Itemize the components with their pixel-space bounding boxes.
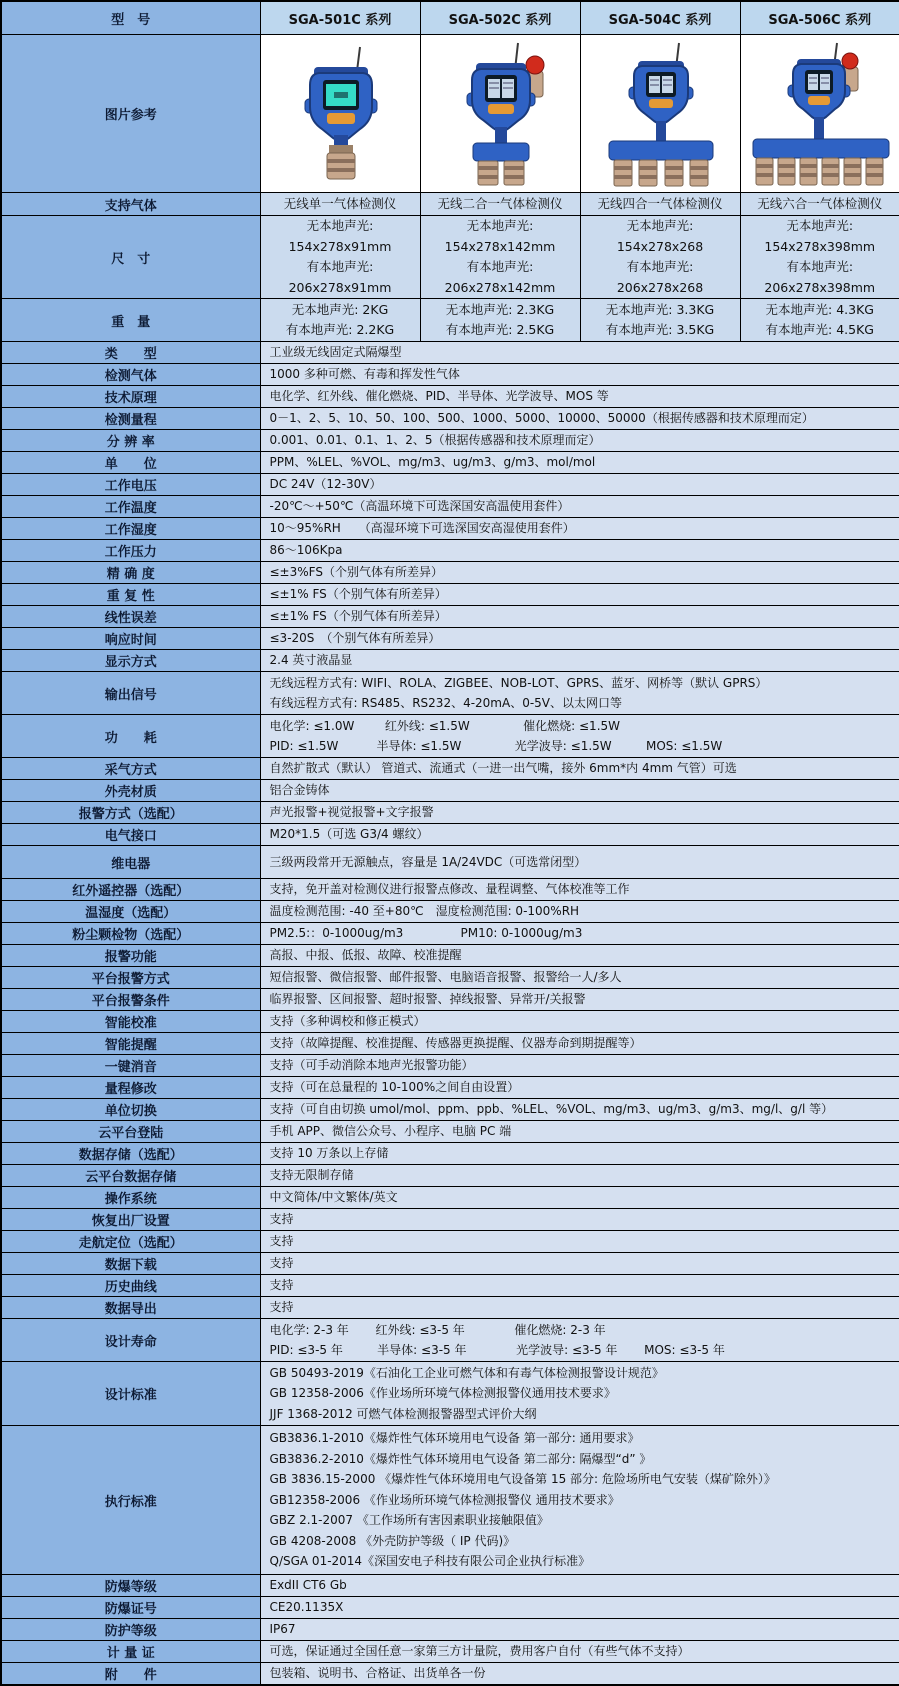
spec-value: 电化学: ≤1.0W 红外线: ≤1.5W 催化燃烧: ≤1.5W PID: ≤1.5W 半导体: ≤1.5W 光学波导: ≤1.5W MOS: ≤1.5W: [260, 715, 899, 758]
spec-value: 支持（可自由切换 umol/mol、ppm、ppb、%LEL、%VOL、mg/m3、ug/m3、g/m3、mg/l、g/l 等）: [260, 1099, 899, 1121]
supported-gas-row: [1, 193, 899, 216]
sensor-head: [327, 145, 355, 179]
spec-value: GB 50493-2019《石油化工企业可燃气体和有毒气体检测报警设计规范》 GB 12358-2006《作业场所环境气体检测报警仪通用技术要求》 JJF 1368-2012 可燃气体检测报警器型式评价大纲: [260, 1362, 899, 1426]
spec-label: 附 件: [1, 1663, 260, 1686]
model-name-sga-501c: SGA-501C 系列: [260, 1, 420, 35]
spec-label: 分 辨 率: [1, 430, 260, 452]
spec-value: 可选，保证通过全国任意一家第三方计量院，费用客户自付（有些气体不支持）: [260, 1641, 899, 1663]
spec-row-voltage: [1, 474, 899, 496]
spec-row-os: [1, 1187, 899, 1209]
spec-row-output-signal: [1, 672, 899, 715]
spec-value: 声光报警+视觉报警+文字报警: [260, 802, 899, 824]
spec-label: 响应时间: [1, 628, 260, 650]
product-image-sga-502c: [420, 35, 580, 193]
spec-value: ≤±1% FS（个别气体有所差异）: [260, 584, 899, 606]
spec-value: 支持: [260, 1231, 899, 1253]
spec-value: 中文简体/中文繁体/英文: [260, 1187, 899, 1209]
spec-value: 临界报警、区间报警、超时报警、掉线报警、异常开/关报警: [260, 989, 899, 1011]
spec-value: ≤±1% FS（个别气体有所差异）: [260, 606, 899, 628]
spec-row-history-curve: [1, 1275, 899, 1297]
spec-value: 支持: [260, 1253, 899, 1275]
spec-value: 铝合金铸体: [260, 780, 899, 802]
size-506c: 无本地声光: 154x278x398mm 有本地声光: 206x278x398mm: [740, 216, 899, 299]
size-502c: 无本地声光: 154x278x142mm 有本地声光: 206x278x142mm: [420, 216, 580, 299]
model-name-sga-502c: SGA-502C 系列: [420, 1, 580, 35]
spec-value: ExdII CT6 Gb: [260, 1575, 899, 1597]
spec-label: 工作温度: [1, 496, 260, 518]
spec-row-data-export: [1, 1297, 899, 1319]
keypad: [327, 113, 355, 124]
spec-row-smart-calibration: [1, 1011, 899, 1033]
spec-row-display: [1, 650, 899, 672]
spec-row-technology: [1, 386, 899, 408]
keypad: [488, 104, 514, 114]
spec-value: 86～106Kpa: [260, 540, 899, 562]
supported-gas-502c: 无线二合一气体检测仪: [420, 193, 580, 216]
spec-label: 功 耗: [1, 715, 260, 758]
spec-label: 检测气体: [1, 364, 260, 386]
spec-value: 2.4 英寸液晶显: [260, 650, 899, 672]
spec-label: 采气方式: [1, 758, 260, 780]
spec-row-unit-switch: [1, 1099, 899, 1121]
spec-row-data-download: [1, 1253, 899, 1275]
model-header-label: 型 号: [1, 1, 260, 35]
spec-label: 量程修改: [1, 1077, 260, 1099]
spec-row-mute-button: [1, 1055, 899, 1077]
spec-row-humidity: [1, 518, 899, 540]
image-row-label: 图片参考: [1, 35, 260, 193]
model-header-row: [1, 1, 899, 35]
spec-row-temp-humidity-option: [1, 901, 899, 923]
spec-row-metrology-cert: [1, 1641, 899, 1663]
spec-label: 单 位: [1, 452, 260, 474]
model-name-sga-506c: SGA-506C 系列: [740, 1, 899, 35]
spec-label: 工作电压: [1, 474, 260, 496]
spec-row-platform-alarm-mode: [1, 967, 899, 989]
spec-label: 计 量 证: [1, 1641, 260, 1663]
spec-row-sampling: [1, 758, 899, 780]
spec-value: 工业级无线固定式隔爆型: [260, 342, 899, 364]
size-row: [1, 216, 899, 299]
spec-row-relay: [1, 846, 899, 879]
spec-row-linearity: [1, 606, 899, 628]
spec-value: 10～95%RH （高湿环境下可选深国安高湿使用套件）: [260, 518, 899, 540]
spec-row-cloud-login: [1, 1121, 899, 1143]
spec-row-type: [1, 342, 899, 364]
spec-row-alarm-function: [1, 945, 899, 967]
spec-row-detected-gas: [1, 364, 899, 386]
spec-row-accuracy: [1, 562, 899, 584]
keypad: [808, 96, 830, 105]
spec-label: 平台报警条件: [1, 989, 260, 1011]
detector-illustration-6-sensor: [741, 35, 899, 192]
weight-504c: 无本地声光: 3.3KG 有本地声光: 3.5KG: [580, 299, 740, 342]
spec-row-design-standard: [1, 1362, 899, 1426]
spec-label: 云平台数据存储: [1, 1165, 260, 1187]
spec-label: 执行标准: [1, 1426, 260, 1575]
spec-row-cloud-storage: [1, 1165, 899, 1187]
spec-value: PM2.5:：0-1000ug/m3 PM10: 0-1000ug/m3: [260, 923, 899, 945]
spec-row-execution-standard: [1, 1426, 899, 1575]
spec-label: 设计寿命: [1, 1319, 260, 1362]
spec-value: 无线远程方式有: WIFI、ROLA、ZIGBEE、NOB-LOT、GPRS、蓝牙、网桥等（默认 GPRS） 有线远程方式有: RS485、RS232、4-20mA、0-5V、以太网口等: [260, 672, 899, 715]
spec-value: 温度检测范围: -40 至+80℃ 湿度检测范围: 0-100%RH: [260, 901, 899, 923]
supported-gas-504c: 无线四合一气体检测仪: [580, 193, 740, 216]
manifold: [753, 139, 889, 158]
spec-row-accessories: [1, 1663, 899, 1686]
product-image-sga-506c: [740, 35, 899, 193]
weight-label: 重 量: [1, 299, 260, 342]
spec-label: 外壳材质: [1, 780, 260, 802]
spec-label: 智能提醒: [1, 1033, 260, 1055]
spec-value: GB3836.1-2010《爆炸性气体环境用电气设备 第一部分: 通用要求》 GB3836.2-2010《爆炸性气体环境用电气设备 第二部分: 隔爆型“d” 》 GB 3836.15-2000 《爆炸性气体环境用电气设备第 15 部分: 危险场所电气安装（煤矿除外）》 GB12358-2006 《作业场所环境气体检测报警仪 通用技术要求》 GBZ 2.1-2007 《工作场所有害因素职业接触限值》 GB 4208-2008 《外壳防护等级（ IP 代码)》 Q/SGA 01-2014《深国安电子科技有限公司企业执行标准》: [260, 1426, 899, 1575]
detector-illustration-2-sensor: [421, 35, 581, 192]
spec-label: 操作系统: [1, 1187, 260, 1209]
spec-label: 走航定位（选配）: [1, 1231, 260, 1253]
product-image-row: [1, 35, 899, 193]
weight-501c: 无本地声光: 2KG 有本地声光: 2.2KG: [260, 299, 420, 342]
supported-gas-506c: 无线六合一气体检测仪: [740, 193, 899, 216]
spec-label: 线性误差: [1, 606, 260, 628]
spec-value: 高报、中报、低报、故障、校准提醒: [260, 945, 899, 967]
spec-row-design-life: [1, 1319, 899, 1362]
spec-row-power-consumption: [1, 715, 899, 758]
spec-row-platform-alarm-condition: [1, 989, 899, 1011]
sensor-head: [756, 158, 883, 185]
spec-row-explosion-proof-cert: [1, 1597, 899, 1619]
spec-value: 0.001、0.01、0.1、1、2、5（根据传感器和技术原理而定）: [260, 430, 899, 452]
spec-row-unit: [1, 452, 899, 474]
spec-value: 电化学、红外线、催化燃烧、PID、半导体、光学波导、MOS 等: [260, 386, 899, 408]
spec-label: 防爆等级: [1, 1575, 260, 1597]
sensor-head: [614, 160, 708, 186]
spec-row-range-modification: [1, 1077, 899, 1099]
spec-label: 单位切换: [1, 1099, 260, 1121]
supported-gas-501c: 无线单一气体检测仪: [260, 193, 420, 216]
manifold: [609, 141, 713, 160]
spec-label: 输出信号: [1, 672, 260, 715]
spec-value: 支持: [260, 1275, 899, 1297]
spec-label: 恢复出厂设置: [1, 1209, 260, 1231]
spec-label: 云平台登陆: [1, 1121, 260, 1143]
spec-label: 工作湿度: [1, 518, 260, 540]
supported-gas-label: 支持气体: [1, 193, 260, 216]
spec-row-electrical-interface: [1, 824, 899, 846]
spec-row-response-time: [1, 628, 899, 650]
spec-label: 数据导出: [1, 1297, 260, 1319]
spec-value: 自然扩散式（默认） 管道式、流通式（一进一出气嘴，接外 6mm*内 4mm 气管）可选: [260, 758, 899, 780]
spec-value: -20℃～+50℃（高温环境下可选深国安高温使用套件）: [260, 496, 899, 518]
product-image-sga-504c: [580, 35, 740, 193]
spec-label: 检测量程: [1, 408, 260, 430]
spec-value: 0－1、2、5、10、50、100、500、1000、5000、10000、50000（根据传感器和技术原理而定）: [260, 408, 899, 430]
spec-label: 一键消音: [1, 1055, 260, 1077]
spec-row-explosion-proof-grade: [1, 1575, 899, 1597]
spec-label: 报警功能: [1, 945, 260, 967]
spec-label: 技术原理: [1, 386, 260, 408]
size-label: 尺 寸: [1, 216, 260, 299]
spec-row-temperature: [1, 496, 899, 518]
spec-value: ≤±3%FS（个别气体有所差异）: [260, 562, 899, 584]
spec-value: 支持 10 万条以上存储: [260, 1143, 899, 1165]
spec-label: 红外遥控器（选配）: [1, 879, 260, 901]
spec-value: PPM、%LEL、%VOL、mg/m3、ug/m3、g/m3、mol/mol: [260, 452, 899, 474]
model-name-sga-504c: SGA-504C 系列: [580, 1, 740, 35]
spec-row-data-storage: [1, 1143, 899, 1165]
spec-row-range: [1, 408, 899, 430]
spec-value: 支持无限制存储: [260, 1165, 899, 1187]
product-image-sga-501c: [260, 35, 420, 193]
spec-label: 数据下载: [1, 1253, 260, 1275]
keypad: [649, 99, 673, 108]
spec-label: 防护等级: [1, 1619, 260, 1641]
spec-value: 支持，免开盖对检测仪进行报警点修改、量程调整、气体校准等工作: [260, 879, 899, 901]
spec-value: 1000 多种可燃、有毒和挥发性气体: [260, 364, 899, 386]
spec-value: DC 24V（12-30V）: [260, 474, 899, 496]
spec-label: 工作压力: [1, 540, 260, 562]
spec-value: 手机 APP、微信公众号、小程序、电脑 PC 端: [260, 1121, 899, 1143]
spec-value: 支持（可在总量程的 10-100%之间自由设置）: [260, 1077, 899, 1099]
spec-value: CE20.1135X: [260, 1597, 899, 1619]
spec-row-pressure: [1, 540, 899, 562]
spec-value: 三级两段常开无源触点，容量是 1A/24VDC（可选常闭型）: [260, 846, 899, 879]
spec-label: 温湿度（选配）: [1, 901, 260, 923]
spec-label: 防爆证号: [1, 1597, 260, 1619]
spec-label: 历史曲线: [1, 1275, 260, 1297]
spec-value: 支持: [260, 1297, 899, 1319]
spec-value: ≤3-20S （个别气体有所差异）: [260, 628, 899, 650]
spec-value: M20*1.5（可选 G3/4 螺纹）: [260, 824, 899, 846]
spec-label: 维电器: [1, 846, 260, 879]
weight-506c: 无本地声光: 4.3KG 有本地声光: 4.5KG: [740, 299, 899, 342]
spec-label: 重 复 性: [1, 584, 260, 606]
spec-label: 粉尘颗检物（选配）: [1, 923, 260, 945]
spec-row-housing: [1, 780, 899, 802]
spec-label: 报警方式（选配）: [1, 802, 260, 824]
spec-label: 类 型: [1, 342, 260, 364]
spec-row-smart-reminder: [1, 1033, 899, 1055]
weight-row: [1, 299, 899, 342]
spec-row-protection-grade: [1, 1619, 899, 1641]
size-504c: 无本地声光: 154x278x268 有本地声光: 206x278x268: [580, 216, 740, 299]
spec-row-factory-reset: [1, 1209, 899, 1231]
spec-value: 电化学: 2-3 年 红外线: ≤3-5 年 催化燃烧: 2-3 年 PID: ≤3-5 年 半导体: ≤3-5 年 光学波导: ≤3-5 年 MOS: ≤3-5 年: [260, 1319, 899, 1362]
spec-label: 数据存储（选配）: [1, 1143, 260, 1165]
spec-value: 支持（可手动消除本地声光报警功能）: [260, 1055, 899, 1077]
spec-row-alarm-mode: [1, 802, 899, 824]
spec-label: 电气接口: [1, 824, 260, 846]
spec-row-repeatability: [1, 584, 899, 606]
spec-label: 设计标准: [1, 1362, 260, 1426]
spec-label: 精 确 度: [1, 562, 260, 584]
spec-row-gps: [1, 1231, 899, 1253]
weight-502c: 无本地声光: 2.3KG 有本地声光: 2.5KG: [420, 299, 580, 342]
spec-row-resolution: [1, 430, 899, 452]
spec-value: IP67: [260, 1619, 899, 1641]
spec-row-ir-remote: [1, 879, 899, 901]
spec-label: 智能校准: [1, 1011, 260, 1033]
manifold: [473, 143, 529, 161]
spec-value: 支持: [260, 1209, 899, 1231]
spec-value: 支持（故障提醒、校准提醒、传感器更换提醒、仪器寿命到期提醒等）: [260, 1033, 899, 1055]
sensor-head: [478, 161, 524, 185]
spec-label: 平台报警方式: [1, 967, 260, 989]
detector-illustration-1-sensor: [261, 35, 421, 192]
spec-value: 支持（多种调校和修正模式）: [260, 1011, 899, 1033]
spec-label: 显示方式: [1, 650, 260, 672]
spec-value: 短信报警、微信报警、邮件报警、电脑语音报警、报警给一人/多人: [260, 967, 899, 989]
spec-row-dust-particles: [1, 923, 899, 945]
detector-illustration-4-sensor: [581, 35, 741, 192]
spec-value: 包装箱、说明书、合格证、出货单各一份: [260, 1663, 899, 1686]
size-501c: 无本地声光: 154x278x91mm 有本地声光: 206x278x91mm: [260, 216, 420, 299]
